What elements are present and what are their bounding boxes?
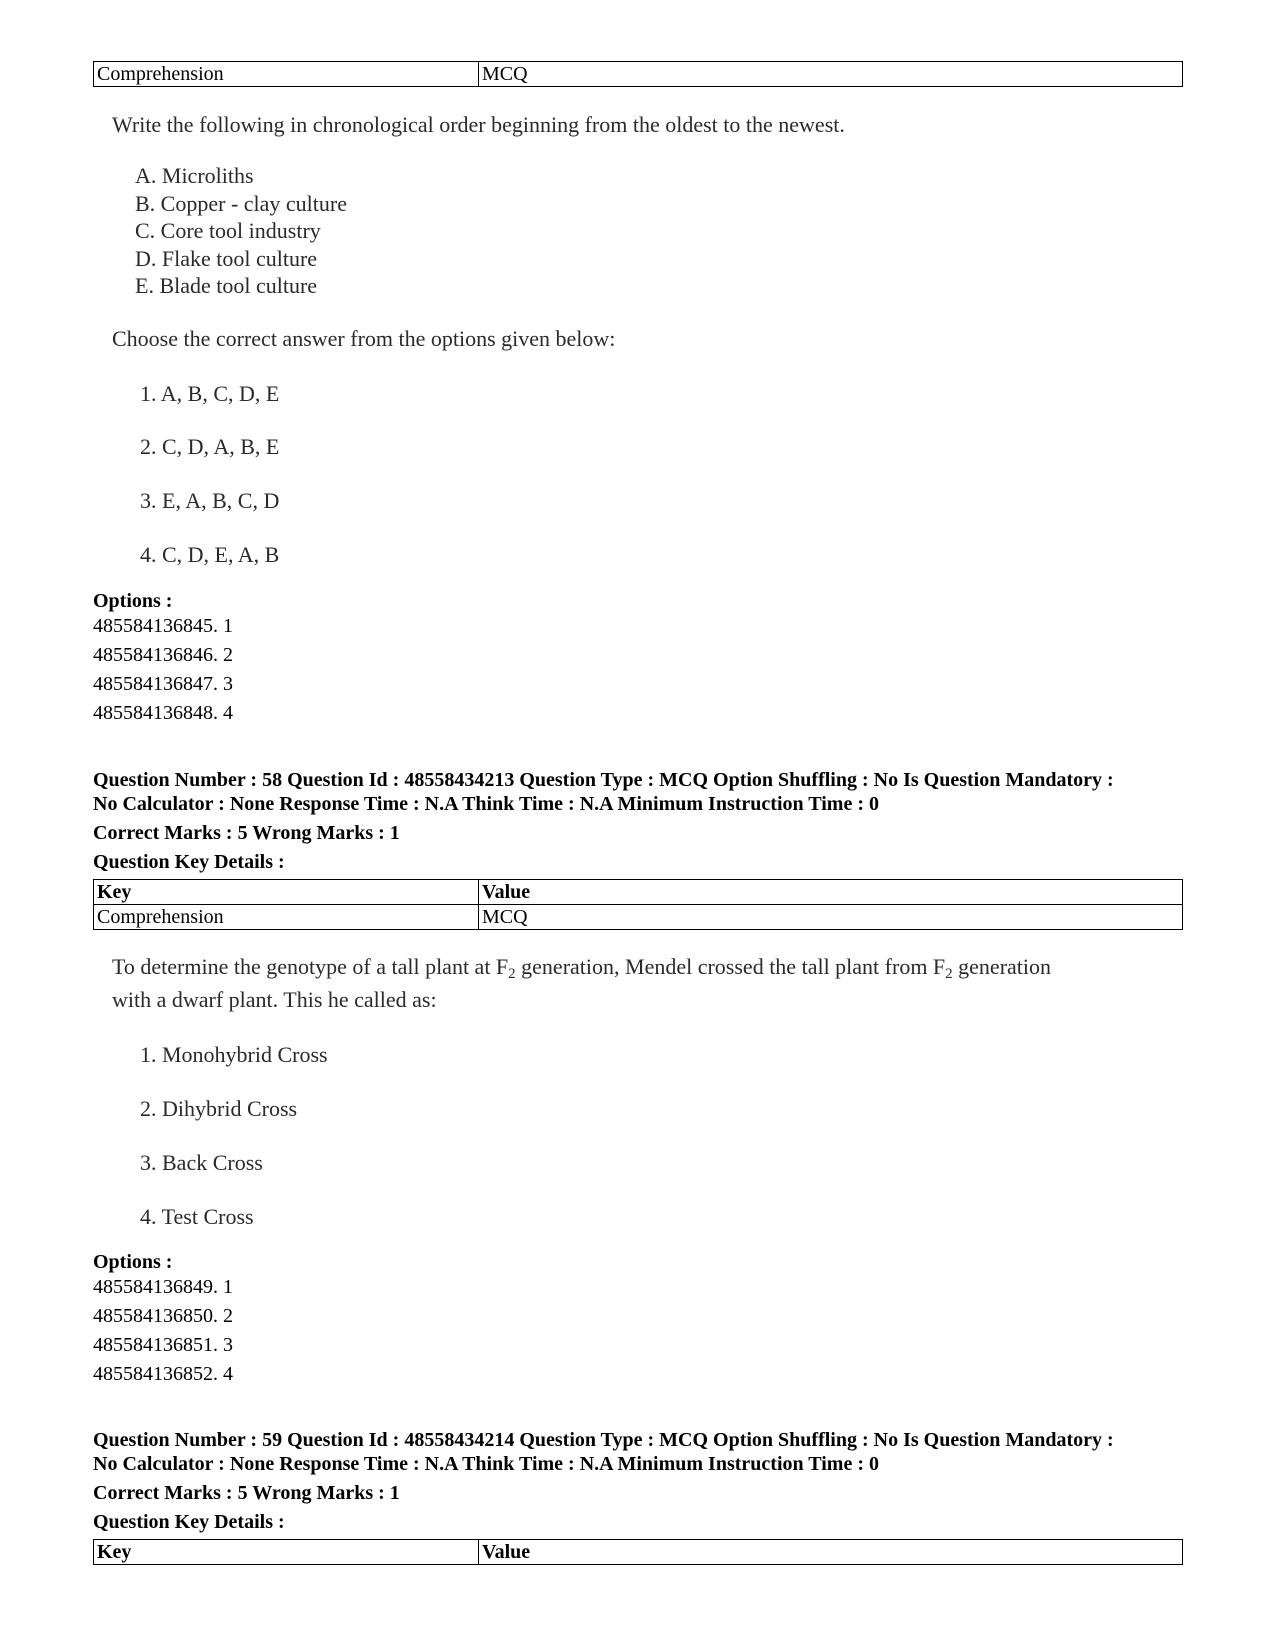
- q58-choice-4: 4. Test Cross: [140, 1204, 254, 1229]
- key-cell: Comprehension: [94, 62, 479, 87]
- table-header-row: [94, 880, 1183, 905]
- list-item: 485584136849. 1: [93, 1276, 233, 1298]
- meta-line: No Calculator : None Response Time : N.A Think Time : N.A Minimum Instruction Time : 0: [93, 793, 879, 815]
- list-item: 485584136850. 2: [93, 1305, 233, 1327]
- prompt-text: generation, Mendel crossed the tall plant from F: [515, 954, 946, 979]
- q57-choice-4: 4. C, D, E, A, B: [140, 542, 280, 567]
- q58-marks: Correct Marks : 5 Wrong Marks : 1: [93, 822, 400, 844]
- list-item: E. Blade tool culture: [135, 273, 318, 298]
- q57-instruction: Choose the correct answer from the options given below:: [112, 326, 616, 351]
- q58-options-label: Options :: [93, 1251, 173, 1273]
- value-cell: MCQ: [479, 62, 1183, 87]
- table-row: [94, 62, 1183, 87]
- q57-choice-3: 3. E, A, B, C, D: [140, 488, 280, 513]
- meta-line: Question Number : 58 Question Id : 48558434213 Question Type : MCQ Option Shuffling : No Is Question Mandatory :: [93, 769, 1114, 791]
- q59-meta: [93, 1428, 1193, 1476]
- q59-marks: Correct Marks : 5 Wrong Marks : 1: [93, 1482, 400, 1504]
- list-item: 485584136846. 2: [93, 644, 233, 666]
- q58-choice-1: 1. Monohybrid Cross: [140, 1042, 328, 1067]
- q58-choice-2: 2. Dihybrid Cross: [140, 1096, 298, 1121]
- table-row: [94, 905, 1183, 930]
- list-item: B. Copper - clay culture: [135, 190, 347, 216]
- q58-choice-3: 3. Back Cross: [140, 1150, 263, 1175]
- key-header: Key: [94, 880, 479, 905]
- q58-prompt: [112, 950, 1172, 1016]
- q57-choice-2: 2. C, D, A, B, E: [140, 434, 280, 459]
- value-header: Value: [479, 880, 1183, 905]
- q57-choice-1: 1. A, B, C, D, E: [140, 381, 280, 406]
- q58-key-table: [93, 879, 1183, 930]
- q57-key-table: [93, 61, 1183, 87]
- q57-option-list: [93, 612, 233, 728]
- q58-meta: [93, 768, 1193, 816]
- prompt-text: generation: [952, 954, 1052, 979]
- list-item: A. Microliths: [135, 163, 254, 188]
- q58-key-details-label: Question Key Details :: [93, 851, 285, 873]
- value-cell: MCQ: [479, 905, 1183, 930]
- q59-key-details-label: Question Key Details :: [93, 1511, 285, 1533]
- q57-options-label: Options :: [93, 590, 173, 612]
- key-header: Key: [94, 1540, 479, 1565]
- table-header-row: [94, 1540, 1183, 1565]
- subscript: 2: [945, 966, 953, 982]
- q57-item-list: [135, 162, 347, 300]
- list-item: 485584136845. 1: [93, 615, 233, 637]
- key-cell: Comprehension: [94, 905, 479, 930]
- q58-option-list: [93, 1273, 233, 1389]
- prompt-text: with a dwarf plant. This he called as:: [112, 987, 437, 1012]
- list-item: 485584136851. 3: [93, 1334, 233, 1356]
- list-item: 485584136852. 4: [93, 1363, 233, 1385]
- list-item: D. Flake tool culture: [135, 245, 318, 271]
- q59-key-table: [93, 1539, 1183, 1565]
- meta-line: No Calculator : None Response Time : N.A Think Time : N.A Minimum Instruction Time : 0: [93, 1453, 879, 1475]
- subscript: 2: [508, 966, 516, 982]
- prompt-text: To determine the genotype of a tall plant at F: [112, 954, 509, 979]
- q57-prompt: Write the following in chronological order beginning from the oldest to the newest.: [112, 112, 845, 137]
- list-item: 485584136847. 3: [93, 673, 233, 695]
- meta-line: Question Number : 59 Question Id : 48558434214 Question Type : MCQ Option Shuffling : No Is Question Mandatory :: [93, 1429, 1114, 1451]
- list-item: C. Core tool industry: [135, 218, 321, 243]
- value-header: Value: [479, 1540, 1183, 1565]
- list-item: 485584136848. 4: [93, 702, 233, 724]
